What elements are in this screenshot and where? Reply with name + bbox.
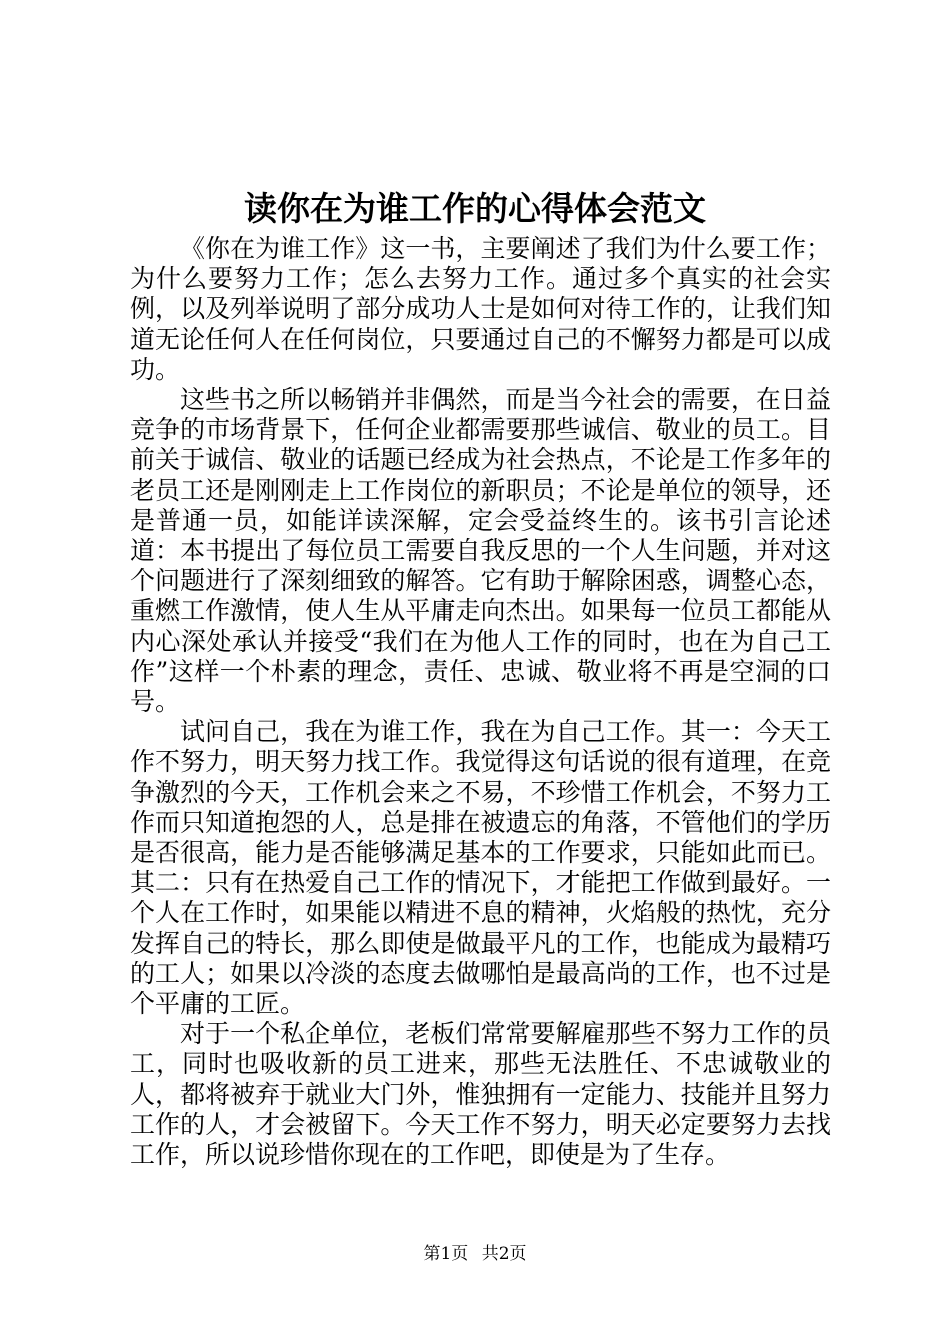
document-body	[130, 234, 831, 1170]
paragraph-4: 对于一个私企单位，老板们常常要解雇那些不努力工作的员工，同时也吸收新的员工进来，那些无法胜任、不忠诚敬业的人，都将被弃于就业大门外，惟独拥有一定能力、技能并且努力工作的人，才会被留下。今天工作不努力，明天必定要努力去找工作，所以说珍惜你现在的工作吧，即使是为了生存。	[130, 1019, 831, 1170]
paragraph-2: 这些书之所以畅销并非偶然，而是当今社会的需要，在日益竞争的市场背景下，任何企业都需要那些诚信、敬业的员工。目前关于诚信、敬业的话题已经成为社会热点，不论是工作多年的老员工还是刚刚走上工作岗位的新职员；不论是单位的领导，还是普通一员，如能详读深解，定会受益终生的。该书引言论述道：本书提出了每位员工需要自我反思的一个人生问题，并对这个问题进行了深刻细致的解答。它有助于解除困惑，调整心态，重燃工作激情，使人生从平庸走向杰出。如果每一位员工都能从内心深处承认并接受“我们在为他人工作的同时，也在为自己工作”这样一个朴素的理念，责任、忠诚、敬业将不再是空洞的口号。	[130, 385, 831, 717]
paragraph-3: 试问自己，我在为谁工作，我在为自己工作。其一：今天工作不努力，明天努力找工作。我觉得这句话说的很有道理，在竞争激烈的今天，工作机会来之不易，不珍惜工作机会，不努力工作而只知道抱怨的人，总是排在被遗忘的角落，不管他们的学历是否很高，能力是否能够满足基本的工作要求，只能如此而已。其二：只有在热爱自己工作的情况下，才能把工作做到最好。一个人在工作时，如果能以精进不息的精神，火焰般的热忱，充分发挥自己的特长，那么即使是做最平凡的工作，也能成为最精巧的工人；如果以冷淡的态度去做哪怕是最高尚的工作，也不过是个平庸的工匠。	[130, 717, 831, 1019]
page-total: 共2页	[481, 1244, 527, 1264]
page-footer	[0, 1242, 950, 1266]
page-number: 第1页	[423, 1244, 469, 1264]
paragraph-1: 《你在为谁工作》这一书，主要阐述了我们为什么要工作；为什么要努力工作；怎么去努力工作。通过多个真实的社会实例，以及列举说明了部分成功人士是如何对待工作的，让我们知道无论任何人在任何岗位，只要通过自己的不懈努力都是可以成功。	[130, 234, 831, 384]
document-title: 读你在为谁工作的心得体会范文	[244, 189, 706, 228]
